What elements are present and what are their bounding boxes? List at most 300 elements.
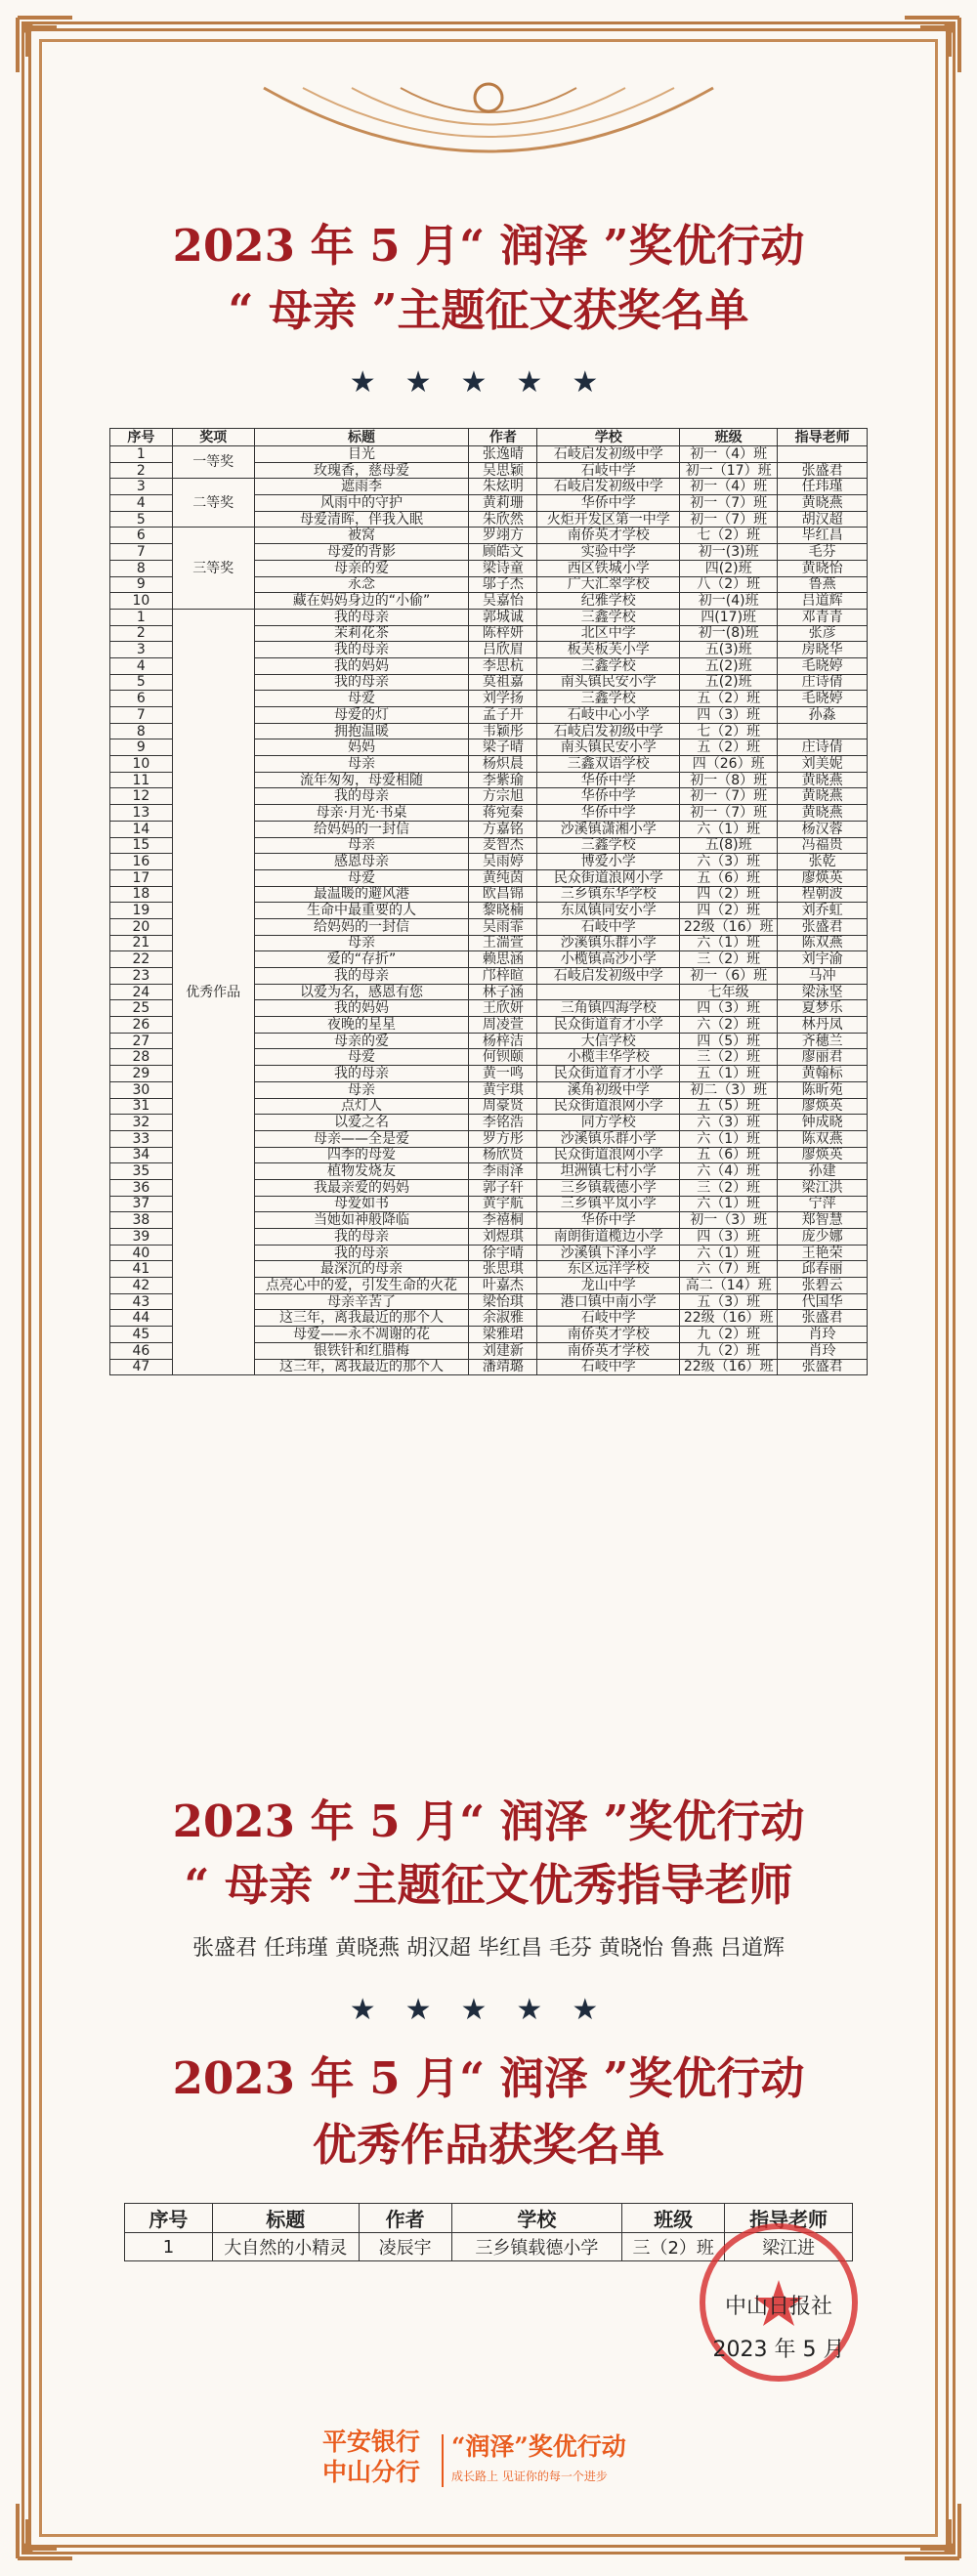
cell-title: 这三年，离我最近的那个人 <box>254 1310 469 1327</box>
cell-author: 黄一鸣 <box>469 1066 537 1082</box>
cell-school: 石岐启发初级中学 <box>537 479 680 495</box>
cell-author: 张逸晴 <box>469 446 537 463</box>
cell-index: 4 <box>110 657 173 674</box>
cell-author: 吴嘉怡 <box>469 593 537 610</box>
cell-title: 玫瑰香，慈母爱 <box>254 462 469 479</box>
cell-index: 32 <box>110 1115 173 1131</box>
header-cell: 奖项 <box>172 429 254 446</box>
cell-school: 龙山中学 <box>537 1278 680 1294</box>
cell-index: 5 <box>110 674 173 691</box>
cell-index: 4 <box>110 495 173 512</box>
cell-school: 石岐中学 <box>537 918 680 935</box>
cell-school: 广大汇翠学校 <box>537 576 680 593</box>
cell-title: 母爱 <box>254 691 469 707</box>
cell-school: 东区远洋学校 <box>537 1261 680 1278</box>
cell-teacher: 张碧云 <box>778 1278 868 1294</box>
footer-divider <box>442 2434 444 2487</box>
cell-index: 19 <box>110 903 173 919</box>
cell-teacher: 肖玲 <box>778 1327 868 1343</box>
cell-index: 40 <box>110 1245 173 1261</box>
cell-index: 28 <box>110 1049 173 1066</box>
cell-teacher: 宁萍 <box>778 1196 868 1212</box>
cell-author: 刘煜琪 <box>469 1229 537 1246</box>
cell-title: 永念 <box>254 576 469 593</box>
cell-title: 母亲的爱 <box>254 1033 469 1049</box>
cell-class: 初一(3)班 <box>680 544 778 561</box>
cell-award-level: 一等奖 <box>172 446 254 479</box>
cell-title: 我最亲爱的妈妈 <box>254 1179 469 1196</box>
cell-school: 同方学校 <box>537 1115 680 1131</box>
cell-index: 2 <box>110 462 173 479</box>
cell-teacher: 肖玲 <box>778 1342 868 1359</box>
cell-class: 四（2）班 <box>680 903 778 919</box>
cell-index: 1 <box>110 609 173 625</box>
cell-teacher: 张彦 <box>778 625 868 642</box>
cell-index: 6 <box>110 528 173 544</box>
awards-table-body <box>110 446 868 1375</box>
corner-ornament-icon <box>885 14 963 92</box>
header-cell: 指导老师 <box>778 429 868 446</box>
cell-teacher: 孙淼 <box>778 707 868 724</box>
cell-class: 七年级 <box>680 984 778 1000</box>
cell-school: 南侨英才学校 <box>537 1342 680 1359</box>
cell-school: 沙溪镇潇湘小学 <box>537 821 680 837</box>
cell-teacher: 梁泳坚 <box>778 984 868 1000</box>
cell-school: 三鑫学校 <box>537 691 680 707</box>
cell-class: 六（1）班 <box>680 1245 778 1261</box>
cell-index: 10 <box>110 593 173 610</box>
cell-title: 我的母亲 <box>254 788 469 805</box>
cell-school: 实验中学 <box>537 544 680 561</box>
cell-teacher: 杨汉蓉 <box>778 821 868 837</box>
cell-teacher: 毛晓婷 <box>778 691 868 707</box>
cell-author: 黄纯茵 <box>469 869 537 886</box>
cell-author: 凌辰宇 <box>359 2233 451 2261</box>
cell-teacher: 鲁燕 <box>778 576 868 593</box>
cell-class: 初一(4)班 <box>680 593 778 610</box>
cell-school: 沙溪镇乐群小学 <box>537 1130 680 1147</box>
cell-index: 39 <box>110 1229 173 1246</box>
cell-class: 七（2）班 <box>680 723 778 739</box>
cell-title: 感恩母亲 <box>254 854 469 870</box>
cell-index: 27 <box>110 1033 173 1049</box>
cell-teacher: 邱春丽 <box>778 1261 868 1278</box>
cell-author: 张思琪 <box>469 1261 537 1278</box>
cell-teacher: 夏梦乐 <box>778 1000 868 1017</box>
cell-index: 43 <box>110 1293 173 1310</box>
cell-author: 吴雨婷 <box>469 854 537 870</box>
top-crest-ornament-icon <box>244 78 733 186</box>
cell-author: 叶嘉杰 <box>469 1278 537 1294</box>
header-cell: 作者 <box>469 429 537 446</box>
cell-index: 34 <box>110 1147 173 1163</box>
cell-index: 20 <box>110 918 173 935</box>
cell-teacher: 刘乔虹 <box>778 903 868 919</box>
cell-teacher: 庄诗倩 <box>778 739 868 756</box>
cell-index: 17 <box>110 869 173 886</box>
cell-class: 初一（7）班 <box>680 495 778 512</box>
cell-title: 我的母亲 <box>254 642 469 658</box>
cell-author: 邬子杰 <box>469 576 537 593</box>
cell-author: 潘靖璐 <box>469 1359 537 1375</box>
cell-author: 李铭浩 <box>469 1115 537 1131</box>
issuer-name: 中山日报社 <box>724 2295 832 2319</box>
cell-school: 石岐中学 <box>537 1359 680 1375</box>
cell-title: 生命中最重要的人 <box>254 903 469 919</box>
cell-title: 流年匆匆，母爱相随 <box>254 772 469 788</box>
cell-class: 六（1）班 <box>680 1130 778 1147</box>
cell-teacher: 陈双燕 <box>778 1130 868 1147</box>
bank-name-line2: 中山分行 <box>322 2458 421 2486</box>
cell-teacher: 代国华 <box>778 1293 868 1310</box>
cell-teacher: 吕道辉 <box>778 593 868 610</box>
cell-author: 朱欣然 <box>469 511 537 528</box>
issuer-block <box>696 2286 862 2372</box>
cell-teacher: 房晓华 <box>778 642 868 658</box>
cell-title: 母爱——永不凋谢的花 <box>254 1327 469 1343</box>
cell-author: 杨梓洁 <box>469 1033 537 1049</box>
cell-index: 33 <box>110 1130 173 1147</box>
cell-school: 纪雅学校 <box>537 593 680 610</box>
teachers-list: 张盛君 任玮瑾 黄晓燕 胡汉超 毕红昌 毛芬 黄晓怡 鲁燕 吕道辉 <box>192 1936 785 1961</box>
cell-author: 杨欣贤 <box>469 1147 537 1163</box>
cell-author: 李紫瑜 <box>469 772 537 788</box>
cell-author: 杨炽晨 <box>469 756 537 773</box>
cell-index: 18 <box>110 886 173 903</box>
cell-title: 母爱清晖，伴我入眠 <box>254 511 469 528</box>
cell-author: 余淑雅 <box>469 1310 537 1327</box>
cell-school: 三乡镇载德小学 <box>451 2233 622 2261</box>
cell-author: 周凌萱 <box>469 1017 537 1034</box>
campaign-slogan: “润泽”奖优行动 <box>451 2432 626 2461</box>
cell-author: 赖思涵 <box>469 951 537 968</box>
cell-author: 梁诗童 <box>469 560 537 576</box>
cell-teacher: 梁江洪 <box>778 1179 868 1196</box>
section2-title-line1: 2023 年 5 月“ 润泽 ”奖优行动 <box>172 1795 805 1847</box>
bank-name-line1: 平安银行 <box>322 2428 421 2456</box>
cell-author: 王湍萱 <box>469 935 537 951</box>
cell-class: 初一（8）班 <box>680 772 778 788</box>
cell-author: 周豪贤 <box>469 1098 537 1115</box>
cell-author: 李禧桐 <box>469 1212 537 1229</box>
header-cell: 标题 <box>212 2204 359 2233</box>
cell-class: 五(2)班 <box>680 657 778 674</box>
cell-index: 3 <box>110 479 173 495</box>
cell-title: 遮雨李 <box>254 479 469 495</box>
header-cell: 序号 <box>125 2204 213 2233</box>
issuer-date: 2023 年 5 月 <box>712 2338 845 2362</box>
cell-class: 六（3）班 <box>680 1115 778 1131</box>
cell-title: 母爱 <box>254 1049 469 1066</box>
cell-author: 黄宇航 <box>469 1196 537 1212</box>
cell-class: 五（5）班 <box>680 1098 778 1115</box>
cell-author: 王欣妍 <box>469 1000 537 1017</box>
header-cell: 班级 <box>622 2204 725 2233</box>
cell-author: 梁怡琪 <box>469 1293 537 1310</box>
cell-class: 六（2）班 <box>680 1017 778 1034</box>
cell-teacher: 陈昕苑 <box>778 1081 868 1098</box>
cell-class: 三（2）班 <box>680 951 778 968</box>
cell-school: 西区铁城小学 <box>537 560 680 576</box>
cell-teacher: 张乾 <box>778 854 868 870</box>
cell-school: 小榄镇高沙小学 <box>537 951 680 968</box>
cell-school: 石岐启发初级中学 <box>537 968 680 985</box>
cell-title: 给妈妈的一封信 <box>254 821 469 837</box>
cell-title: 目光 <box>254 446 469 463</box>
cell-class: 四（3）班 <box>680 1229 778 1246</box>
cell-class: 22级（16）班 <box>680 1310 778 1327</box>
header-cell: 学校 <box>451 2204 622 2233</box>
table-row <box>110 479 868 495</box>
star-divider-icon: ★★★★★ <box>349 1993 628 2027</box>
cell-index: 11 <box>110 772 173 788</box>
cell-class: 三（2）班 <box>680 1049 778 1066</box>
cell-author: 李雨泽 <box>469 1163 537 1180</box>
cell-index: 16 <box>110 854 173 870</box>
cell-teacher: 刘宇渝 <box>778 951 868 968</box>
cell-index: 35 <box>110 1163 173 1180</box>
cell-school: 东凤镇同安小学 <box>537 903 680 919</box>
cell-class: 五（1）班 <box>680 1066 778 1082</box>
cell-index: 44 <box>110 1310 173 1327</box>
cell-teacher: 梁江进 <box>725 2233 853 2261</box>
cell-author: 邝梓暄 <box>469 968 537 985</box>
cell-author: 郭城诚 <box>469 609 537 625</box>
cell-title: 母爱的灯 <box>254 707 469 724</box>
cell-title: 银铁针和红腊梅 <box>254 1342 469 1359</box>
header-cell: 作者 <box>359 2204 451 2233</box>
cell-index: 30 <box>110 1081 173 1098</box>
cell-school: 石岐启发初级中学 <box>537 723 680 739</box>
cell-title: 最温暖的避风港 <box>254 886 469 903</box>
cell-index: 38 <box>110 1212 173 1229</box>
cell-index: 25 <box>110 1000 173 1017</box>
cell-title: 藏在妈妈身边的“小偷” <box>254 593 469 610</box>
corner-ornament-icon <box>14 2484 92 2562</box>
cell-school: 沙溪镇下泽小学 <box>537 1245 680 1261</box>
cell-title: 拥抱温暖 <box>254 723 469 739</box>
cell-index: 29 <box>110 1066 173 1082</box>
cell-teacher: 黄晓燕 <box>778 805 868 822</box>
header-cell: 学校 <box>537 429 680 446</box>
cell-title: 我的妈妈 <box>254 657 469 674</box>
header-cell: 指导老师 <box>725 2204 853 2233</box>
cell-school: 南侨英才学校 <box>537 528 680 544</box>
cell-index: 13 <box>110 805 173 822</box>
cell-author: 吕欣眉 <box>469 642 537 658</box>
cell-index: 41 <box>110 1261 173 1278</box>
cell-class: 初一(8)班 <box>680 625 778 642</box>
cell-award-level: 二等奖 <box>172 479 254 528</box>
cell-index: 15 <box>110 837 173 854</box>
cell-teacher: 庞少娜 <box>778 1229 868 1246</box>
cell-class: 四（2）班 <box>680 886 778 903</box>
section3-title-line1: 2023 年 5 月“ 润泽 ”奖优行动 <box>172 2052 805 2104</box>
cell-teacher: 毛晓婷 <box>778 657 868 674</box>
cell-index: 6 <box>110 691 173 707</box>
cell-title: 以爱之名 <box>254 1115 469 1131</box>
cell-class: 五（6）班 <box>680 1147 778 1163</box>
table-row <box>110 528 868 544</box>
cell-title: 点亮心中的爱，引发生命的火花 <box>254 1278 469 1294</box>
cell-index: 1 <box>125 2233 213 2261</box>
cell-class: 五(3)班 <box>680 642 778 658</box>
cell-index: 36 <box>110 1179 173 1196</box>
cell-school: 民众街道浪网小学 <box>537 869 680 886</box>
cell-teacher: 毕红昌 <box>778 528 868 544</box>
cell-index: 45 <box>110 1327 173 1343</box>
cell-teacher: 毛芬 <box>778 544 868 561</box>
cell-school: 三乡镇东华学校 <box>537 886 680 903</box>
cell-teacher: 刘美妮 <box>778 756 868 773</box>
cell-title: 母亲 <box>254 837 469 854</box>
cell-school: 三鑫学校 <box>537 657 680 674</box>
cell-author: 罗翊方 <box>469 528 537 544</box>
cell-teacher: 程朝波 <box>778 886 868 903</box>
cell-title: 我的母亲 <box>254 1066 469 1082</box>
cell-index: 9 <box>110 739 173 756</box>
cell-author: 黄莉珊 <box>469 495 537 512</box>
cell-index: 26 <box>110 1017 173 1034</box>
cell-title: 大自然的小精灵 <box>212 2233 359 2261</box>
cell-class: 六（4）班 <box>680 1163 778 1180</box>
cell-teacher: 黄晓燕 <box>778 772 868 788</box>
cell-author: 欧昌锦 <box>469 886 537 903</box>
cell-author: 黄宇琪 <box>469 1081 537 1098</box>
cell-school: 溪角初级中学 <box>537 1081 680 1098</box>
cell-class: 初一（6）班 <box>680 968 778 985</box>
cell-school: 华侨中学 <box>537 788 680 805</box>
cell-teacher: 廖丽君 <box>778 1049 868 1066</box>
cell-school: 三鑫学校 <box>537 837 680 854</box>
section1-title-line2: “ 母亲 ”主题征文获奖名单 <box>228 284 749 336</box>
cell-title: 母爱如书 <box>254 1196 469 1212</box>
cell-school: 石岐启发初级中学 <box>537 446 680 463</box>
cell-title: 我的母亲 <box>254 609 469 625</box>
cell-class: 初二（3）班 <box>680 1081 778 1098</box>
cell-title: 母亲 <box>254 756 469 773</box>
section3-title-line2: 优秀作品获奖名单 <box>312 2119 664 2171</box>
cell-school: 大信学校 <box>537 1033 680 1049</box>
cell-title: 被窝 <box>254 528 469 544</box>
cell-class: 四(2)班 <box>680 560 778 576</box>
cell-title: 夜晚的星星 <box>254 1017 469 1034</box>
cell-school: 石岐中学 <box>537 1310 680 1327</box>
cell-class: 22级（16）班 <box>680 1359 778 1375</box>
cell-award-level: 优秀作品 <box>172 609 254 1374</box>
cell-title: 母爱的背影 <box>254 544 469 561</box>
cell-title: 这三年，离我最近的那个人 <box>254 1359 469 1375</box>
cell-title: 母亲·月光·书桌 <box>254 805 469 822</box>
cell-teacher: 廖煐英 <box>778 869 868 886</box>
cell-author: 罗方彤 <box>469 1130 537 1147</box>
cell-author: 蒋宛秦 <box>469 805 537 822</box>
cell-author: 梁雅珺 <box>469 1327 537 1343</box>
cell-class: 22级（16）班 <box>680 918 778 935</box>
cell-index: 9 <box>110 576 173 593</box>
cell-title: 植物发烧友 <box>254 1163 469 1180</box>
cell-teacher: 齐穗兰 <box>778 1033 868 1049</box>
cell-teacher: 廖煐英 <box>778 1147 868 1163</box>
cell-school: 石岐中学 <box>537 462 680 479</box>
table-row <box>110 609 868 625</box>
cell-class: 七（2）班 <box>680 528 778 544</box>
cell-school: 三鑫学校 <box>537 609 680 625</box>
cell-author: 吴雨霏 <box>469 918 537 935</box>
cell-class: 初一（7）班 <box>680 511 778 528</box>
cell-class: 五(2)班 <box>680 674 778 691</box>
cell-teacher: 钟成晓 <box>778 1115 868 1131</box>
cell-school: 民众街道育才小学 <box>537 1066 680 1082</box>
cell-school: 三鑫双语学校 <box>537 756 680 773</box>
cell-author: 刘建新 <box>469 1342 537 1359</box>
cell-award-level: 三等奖 <box>172 528 254 609</box>
cell-author: 黎晓楠 <box>469 903 537 919</box>
cell-author: 麦智杰 <box>469 837 537 854</box>
cell-author: 何钡颐 <box>469 1049 537 1066</box>
cell-class: 四（3）班 <box>680 707 778 724</box>
cell-class: 初一（7）班 <box>680 805 778 822</box>
cell-title: 茉莉花茶 <box>254 625 469 642</box>
cell-title: 我的母亲 <box>254 1245 469 1261</box>
cell-teacher: 郑智慧 <box>778 1212 868 1229</box>
cell-index: 46 <box>110 1342 173 1359</box>
section2-title-line2: “ 母亲 ”主题征文优秀指导老师 <box>184 1859 793 1911</box>
cell-title: 母亲辛苦了 <box>254 1293 469 1310</box>
cell-title: 母亲的爱 <box>254 560 469 576</box>
cell-author: 孟子开 <box>469 707 537 724</box>
cell-class: 五（3）班 <box>680 1293 778 1310</box>
cell-school: 板芙板芙小学 <box>537 642 680 658</box>
cell-teacher: 陈双燕 <box>778 935 868 951</box>
cell-index: 42 <box>110 1278 173 1294</box>
cell-class: 初一（17）班 <box>680 462 778 479</box>
cell-teacher: 廖煐英 <box>778 1098 868 1115</box>
cell-school: 石岐中心小学 <box>537 707 680 724</box>
campaign-tagline: 成长路上 见证你的每一个进步 <box>451 2470 608 2483</box>
cell-index: 14 <box>110 821 173 837</box>
cell-school: 博爱小学 <box>537 854 680 870</box>
cell-class: 四（5）班 <box>680 1033 778 1049</box>
cell-class: 五（2）班 <box>680 739 778 756</box>
cell-title: 我的母亲 <box>254 968 469 985</box>
cell-title: 风雨中的守护 <box>254 495 469 512</box>
cell-class: 初一（4）班 <box>680 479 778 495</box>
cell-index: 2 <box>110 625 173 642</box>
cell-school: 三角镇四海学校 <box>537 1000 680 1017</box>
cell-class: 四（26）班 <box>680 756 778 773</box>
cell-teacher: 黄翰标 <box>778 1066 868 1082</box>
cell-class: 六（3）班 <box>680 854 778 870</box>
cell-author: 陈梓妍 <box>469 625 537 642</box>
cell-title: 我的母亲 <box>254 1229 469 1246</box>
cell-index: 7 <box>110 707 173 724</box>
cell-class: 四（3）班 <box>680 1000 778 1017</box>
cell-class: 六（1）班 <box>680 1196 778 1212</box>
cell-school: 小榄丰华学校 <box>537 1049 680 1066</box>
cell-school: 港口镇中南小学 <box>537 1293 680 1310</box>
cell-author: 方宗旭 <box>469 788 537 805</box>
header-cell: 序号 <box>110 429 173 446</box>
cell-author: 徐宇晴 <box>469 1245 537 1261</box>
cell-author: 林子涵 <box>469 984 537 1000</box>
cell-author: 刘学扬 <box>469 691 537 707</box>
cell-teacher: 马冲 <box>778 968 868 985</box>
cell-school: 三乡镇平岚小学 <box>537 1196 680 1212</box>
cell-author: 顾皓文 <box>469 544 537 561</box>
cell-school: 民众街道浪网小学 <box>537 1147 680 1163</box>
cell-teacher: 张盛君 <box>778 1359 868 1375</box>
